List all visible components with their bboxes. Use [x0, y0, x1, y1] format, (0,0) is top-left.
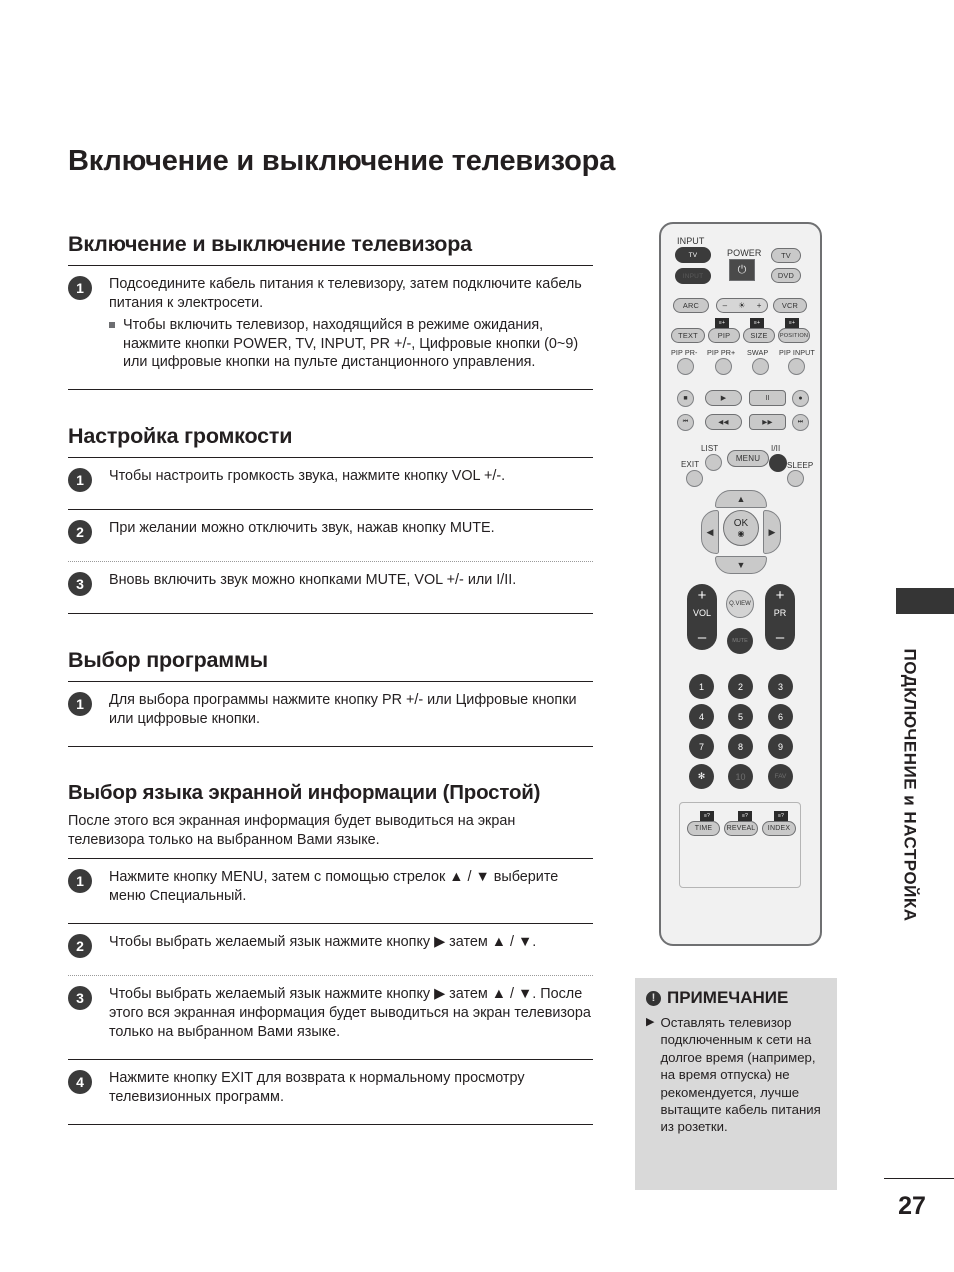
- teletext-tag-index: ≡?: [774, 811, 788, 821]
- list-item: [68, 859, 593, 915]
- content-column: [68, 232, 593, 1125]
- ok-button[interactable]: [723, 510, 759, 546]
- list-item: Чтобы включить телевизор, находящийся в режиме ожидания, нажмите кнопки POWER, TV, INPUT, PR +/-, Цифровые кнопки (0~9) или цифровые кнопки на пульте дистанционного управления.: [109, 316, 593, 372]
- section-language-select: [68, 781, 593, 1125]
- section-program-select: [68, 648, 593, 747]
- dpad-down-button[interactable]: ▼: [715, 556, 767, 574]
- step-number: 4: [68, 1070, 92, 1094]
- brightness-icon: ☀: [738, 301, 746, 310]
- keypad-3-button[interactable]: 3: [768, 674, 793, 699]
- size-button[interactable]: SIZE: [743, 328, 775, 343]
- remote-control-illustration: [659, 222, 822, 946]
- page-title: Включение и выключение телевизора: [68, 145, 616, 177]
- step-text: Вновь включить звук можно кнопками MUTE, VOL +/- или I/II.: [109, 571, 517, 588]
- side-tab-label: ПОДКЛЮЧЕНИЕ и НАСТРОЙКА: [901, 648, 921, 922]
- step-body: [109, 275, 593, 372]
- tv-input-button[interactable]: TV: [675, 247, 711, 263]
- swap-label: SWAP: [747, 348, 769, 357]
- keypad-10-button[interactable]: 10: [728, 764, 753, 789]
- section-heading: Настройка громкости: [68, 423, 293, 448]
- step-text: Чтобы выбрать желаемый язык нажмите кнопку ▶ затем ▲ / ▼. После этого вся экранная информация будет выводиться на экран телевизора только на выбранном Вами языке.: [109, 985, 591, 1040]
- keypad-7-button[interactable]: 7: [689, 734, 714, 759]
- pip-input-label: PIP INPUT: [779, 348, 815, 357]
- step-number: 2: [68, 520, 92, 544]
- keypad-asterisk-button[interactable]: ✻: [689, 764, 714, 789]
- dpad-right-button[interactable]: ▶: [763, 510, 781, 554]
- section-intro: После этого вся экранная информация будет выводиться на экран телевизора только на выбранном Вами языке.: [68, 812, 516, 848]
- list-item: [68, 682, 593, 738]
- list-item: [68, 266, 593, 381]
- skip-forward-button[interactable]: ⏭: [792, 414, 809, 431]
- step-text: Для выбора программы нажмите кнопку PR +/- или Цифровые кнопки или цифровые кнопки.: [109, 691, 577, 727]
- time-button[interactable]: TIME: [687, 821, 720, 836]
- keypad-8-button[interactable]: 8: [728, 734, 753, 759]
- note-title: ПРИМЕЧАНИЕ: [667, 988, 789, 1007]
- note-body: [646, 1014, 825, 1136]
- volume-up[interactable]: +: [697, 587, 707, 604]
- mute-button[interactable]: MUTE: [727, 628, 753, 654]
- program-up[interactable]: +: [775, 587, 785, 604]
- index-button[interactable]: INDEX: [762, 821, 796, 836]
- program-label: PR: [773, 608, 787, 618]
- step-text: Нажмите кнопку MENU, затем с помощью стрелок ▲ / ▼ выберите меню Специальный.: [109, 868, 559, 904]
- section-volume: [68, 424, 593, 614]
- record-button[interactable]: ●: [792, 390, 809, 407]
- step-number: 1: [68, 869, 92, 893]
- list-item: [68, 1060, 593, 1116]
- brightness-plus[interactable]: +: [756, 301, 762, 310]
- section-heading: Включение и выключение телевизора: [68, 232, 472, 256]
- teletext-tag-time: ≡?: [700, 811, 714, 821]
- i-ii-label: I/II: [771, 444, 781, 453]
- sub-bullet-list: [109, 316, 593, 372]
- skip-back-button[interactable]: ⏮: [677, 414, 694, 431]
- list-item: [68, 458, 593, 501]
- tv-mode-button[interactable]: TV: [771, 248, 801, 263]
- ok-label: OK: [733, 518, 749, 529]
- keypad-fav-button[interactable]: FAV: [768, 764, 793, 789]
- step-number: 2: [68, 934, 92, 958]
- step-text: Нажмите кнопку EXIT для возврата к нормальному просмотру телевизионных программ.: [109, 1069, 525, 1105]
- reveal-button[interactable]: REVEAL: [724, 821, 758, 836]
- pip-pr-plus-label: PIP PR+: [707, 348, 736, 357]
- vcr-button[interactable]: VCR: [773, 298, 807, 313]
- volume-label: VOL: [692, 608, 711, 618]
- stop-button[interactable]: ■: [677, 390, 694, 407]
- brightness-minus[interactable]: –: [722, 301, 728, 310]
- keypad-9-button[interactable]: 9: [768, 734, 793, 759]
- program-down[interactable]: –: [775, 629, 785, 646]
- note-text: Оставлять телевизор подключенным к сети на долгое время (например, на время отпуска) не рекомендуется, лучше вытащите кабель питания из розетки.: [660, 1015, 821, 1135]
- page-number: 27: [898, 1192, 926, 1220]
- teletext-panel: [679, 802, 801, 888]
- keypad-2-button[interactable]: 2: [728, 674, 753, 699]
- position-button[interactable]: POSITION: [778, 328, 810, 343]
- teletext-tag-size: ≡+: [750, 318, 764, 328]
- list-item: [68, 562, 593, 605]
- power-label: POWER: [727, 248, 762, 258]
- step-number: 1: [68, 468, 92, 492]
- fast-forward-button[interactable]: ▶▶: [749, 414, 786, 430]
- arc-button[interactable]: ARC: [673, 298, 709, 313]
- list-item: [68, 976, 593, 1051]
- power-button[interactable]: ⏻: [729, 259, 755, 281]
- step-number: 1: [68, 692, 92, 716]
- input-label: INPUT: [677, 236, 705, 246]
- menu-button[interactable]: MENU: [727, 450, 769, 467]
- step-number: 1: [68, 276, 92, 300]
- pause-button[interactable]: II: [749, 390, 786, 406]
- section-heading: Выбор языка экранной информации (Простой): [68, 780, 541, 804]
- pip-button[interactable]: PIP: [708, 328, 740, 343]
- note-box: [635, 978, 837, 1190]
- side-tab-marker: [896, 588, 954, 614]
- teletext-tag-reveal: ≡?: [738, 811, 752, 821]
- list-item: [68, 924, 593, 967]
- step-number: 3: [68, 572, 92, 596]
- list-label: LIST: [701, 444, 719, 453]
- side-tab: [893, 625, 927, 955]
- step-text: Чтобы выбрать желаемый язык нажмите кнопку ▶ затем ▲ / ▼.: [109, 933, 537, 950]
- triangle-right-icon: ▶: [646, 1016, 655, 1028]
- pip-pr-minus-label: PIP PR-: [671, 348, 698, 357]
- dvd-mode-button[interactable]: DVD: [771, 268, 801, 283]
- keypad-5-button[interactable]: 5: [728, 704, 753, 729]
- step-text: Чтобы настроить громкость звука, нажмите кнопку VOL +/-.: [109, 467, 506, 484]
- keypad-1-button[interactable]: 1: [689, 674, 714, 699]
- section-heading: Выбор программы: [68, 647, 268, 672]
- text-button[interactable]: TEXT: [671, 328, 705, 343]
- ok-inner-icon: ◉: [737, 529, 745, 538]
- footer-divider: [884, 1178, 954, 1179]
- volume-down[interactable]: –: [697, 629, 707, 646]
- section-power: [68, 232, 593, 390]
- note-header: [646, 988, 825, 1008]
- divider: [68, 1124, 593, 1125]
- spacer: [68, 390, 593, 424]
- dpad-up-button[interactable]: ▲: [715, 490, 767, 508]
- spacer: [68, 614, 593, 648]
- step-number: 3: [68, 986, 92, 1010]
- rewind-button[interactable]: ◀◀: [705, 414, 742, 430]
- keypad-6-button[interactable]: 6: [768, 704, 793, 729]
- q-view-button[interactable]: Q.VIEW: [726, 590, 754, 618]
- step-text: При желании можно отключить звук, нажав кнопку MUTE.: [109, 519, 495, 536]
- exclamation-icon: !: [646, 991, 661, 1006]
- sleep-label: SLEEP: [787, 461, 814, 470]
- keypad-4-button[interactable]: 4: [689, 704, 714, 729]
- dpad-left-button[interactable]: ◀: [701, 510, 719, 554]
- program-rocker[interactable]: [765, 584, 795, 650]
- play-button[interactable]: ▶: [705, 390, 742, 406]
- spacer: [68, 747, 593, 781]
- teletext-tag-pip: ≡+: [715, 318, 729, 328]
- volume-rocker[interactable]: [687, 584, 717, 650]
- exit-label: EXIT: [681, 460, 700, 469]
- list-item: [68, 510, 593, 553]
- step-text: Подсоедините кабель питания к телевизору, затем подключите кабель питания к электросети.: [109, 276, 582, 311]
- teletext-tag-position: ≡+: [785, 318, 799, 328]
- input-button[interactable]: INPUT: [675, 268, 711, 284]
